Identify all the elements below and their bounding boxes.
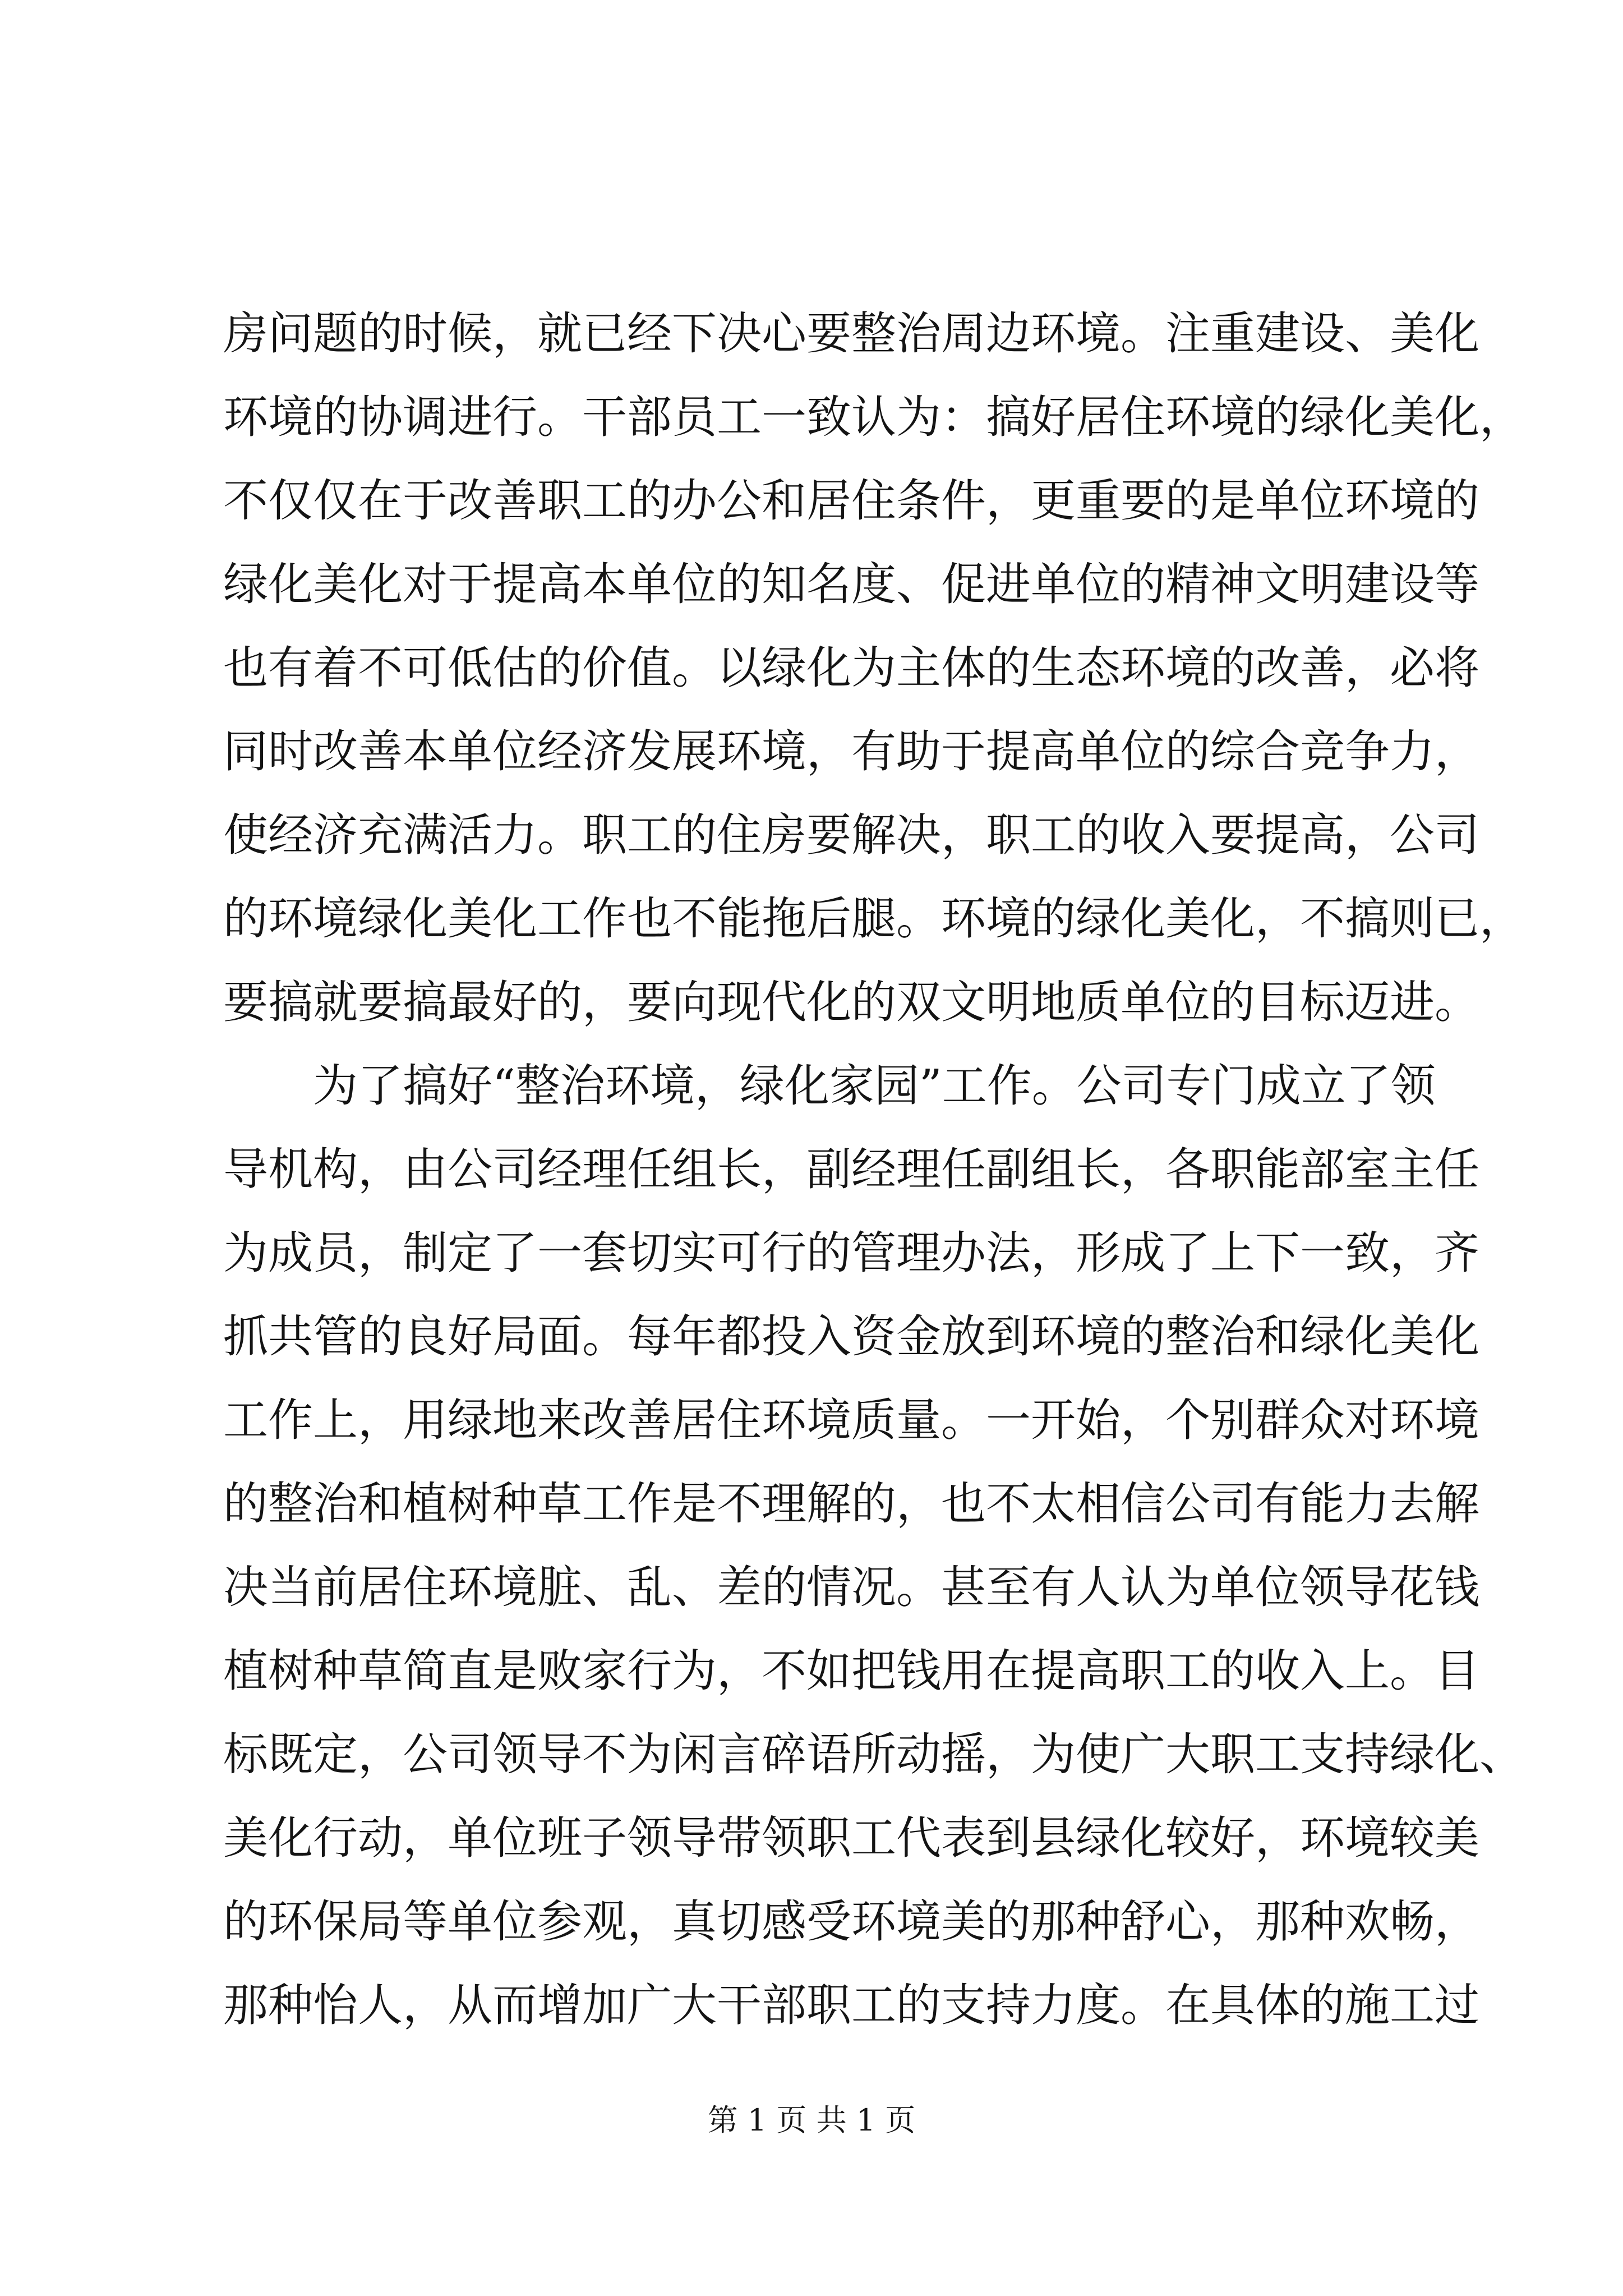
text-line: 为了搞好“整治环境，绿化家园”工作。公司专门成立了领 — [313, 1060, 1436, 1112]
text-line: 美化行动，单位班子领导带领职工代表到县绿化较好，环境较美 — [223, 1812, 1479, 1864]
text-line: 不仅仅在于改善职工的办公和居住条件，更重要的是单位环境的 — [223, 475, 1479, 527]
text-line: 同时改善本单位经济发展环境，有助于提高单位的综合竞争力， — [223, 725, 1479, 777]
page-footer: 第 1 页 共 1 页 — [707, 2102, 916, 2138]
text-line: 植树种草简直是败家行为，不如把钱用在提高职工的收入上。目 — [223, 1645, 1479, 1697]
text-line: 环境的协调进行。干部员工一致认为：搞好居住环境的绿化美化， — [223, 391, 1524, 443]
text-line: 绿化美化对于提高本单位的知名度、促进单位的精神文明建设等 — [223, 558, 1479, 610]
text-line: 使经济充满活力。职工的住房要解决，职工的收入要提高，公司 — [223, 809, 1479, 861]
text-line: 房问题的时候，就已经下决心要整治周边环境。注重建设、美化 — [223, 307, 1479, 360]
text-line: 那种怡人，从而增加广大干部职工的支持力度。在具体的施工过 — [223, 1979, 1479, 2031]
text-line: 的环境绿化美化工作也不能拖后腿。环境的绿化美化，不搞则已， — [223, 892, 1524, 945]
text-line: 标既定，公司领导不为闲言碎语所动摇，为使广大职工支持绿化、 — [223, 1728, 1524, 1780]
text-line: 的环保局等单位参观，真切感受环境美的那种舒心，那种欢畅， — [223, 1895, 1479, 1948]
text-line: 决当前居住环境脏、乱、差的情况。甚至有人认为单位领导花钱 — [223, 1561, 1479, 1613]
text-line: 工作上，用绿地来改善居住环境质量。一开始，个别群众对环境 — [223, 1394, 1479, 1446]
text-line: 为成员，制定了一套切实可行的管理办法，形成了上下一致，齐 — [223, 1227, 1479, 1279]
text-line: 要搞就要搞最好的，要向现代化的双文明地质单位的目标迈进。 — [223, 976, 1479, 1028]
text-line: 的整治和植树种草工作是不理解的，也不太相信公司有能力去解 — [223, 1478, 1479, 1530]
body-text — [223, 292, 1524, 2047]
text-line: 也有着不可低估的价值。以绿化为主体的生态环境的改善，必将 — [223, 642, 1479, 694]
text-line: 导机构，由公司经理任组长，副经理任副组长，各职能部室主任 — [223, 1143, 1479, 1195]
text-line: 抓共管的良好局面。每年都投入资金放到环境的整治和绿化美化 — [223, 1310, 1479, 1363]
